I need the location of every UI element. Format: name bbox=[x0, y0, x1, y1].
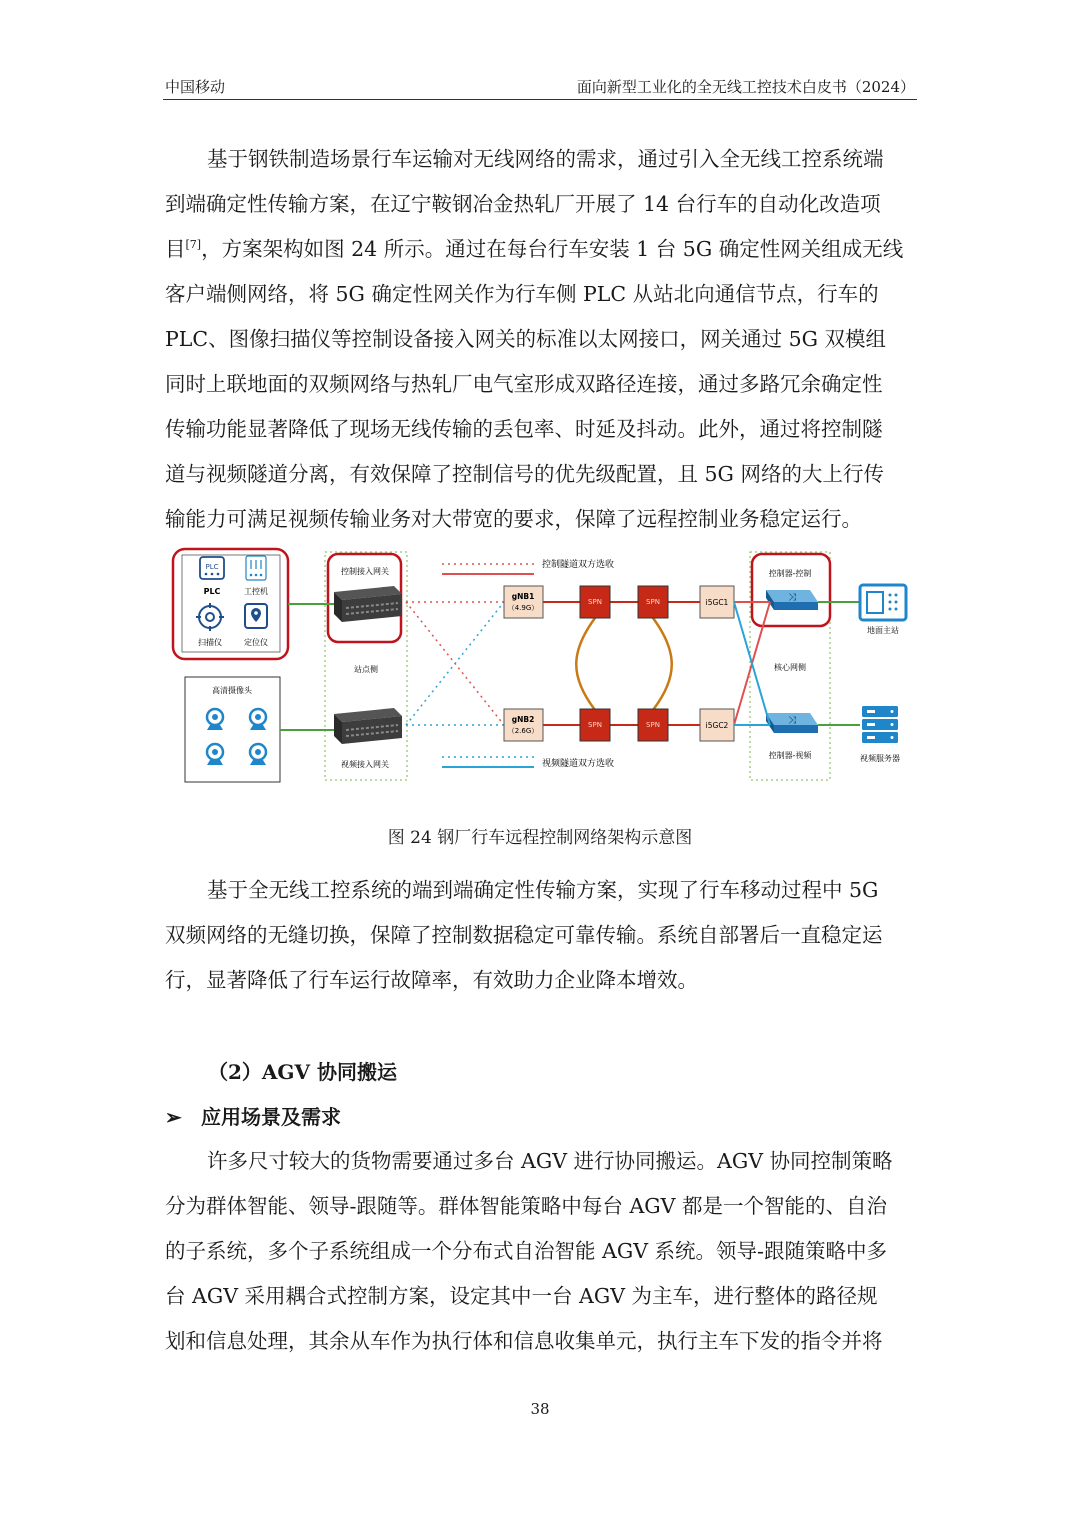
bullet-text: 应用场景及需求 bbox=[201, 1105, 341, 1129]
para1-line bbox=[165, 227, 915, 272]
device-group-box bbox=[173, 549, 288, 659]
para1-line: 传输功能显著降低了现场无线传输的丢包率、时延及抖动。此外，通过将控制隧 bbox=[165, 417, 883, 441]
site-side-label: 站点侧 bbox=[354, 665, 378, 674]
para3-line: 台 AGV 采用耦合式控制方案，设定其中一台 AGV 为主车，进行整体的路径规 bbox=[165, 1284, 878, 1308]
gnb2-band: （2.6G） bbox=[507, 727, 539, 735]
para1-line3-prefix: 目 bbox=[165, 237, 186, 261]
para1-line: 客户端侧网络，将 5G 确定性网关作为行车侧 PLC 从站北向通信节点，行车的 bbox=[165, 282, 879, 306]
spn-label: SPN bbox=[646, 721, 660, 729]
i5gc1-label: i5GC1 bbox=[705, 598, 729, 607]
para1-line: 同时上联地面的双频网络与热轧厂电气室形成双路径连接，通过多路冗余确定性 bbox=[165, 372, 883, 396]
para3-line: 许多尺寸较大的货物需要通过多台 AGV 进行协同搬运。AGV 协同控制策略 bbox=[207, 1149, 893, 1173]
ctrl-gateway-icon bbox=[334, 586, 402, 622]
spn-ring bbox=[576, 618, 595, 710]
camera-icon bbox=[207, 744, 223, 765]
gnb2-node bbox=[504, 709, 543, 741]
camera-icon bbox=[250, 709, 266, 730]
gnb2-label: gNB2 bbox=[511, 715, 535, 724]
para2-line: 行，显著降低了行车运行故障率，有效助力企业降本增效。 bbox=[165, 968, 698, 992]
bullet-heading bbox=[165, 1101, 341, 1130]
gnb1-label: gNB1 bbox=[511, 592, 535, 601]
header-right: 面向新型工业化的全无线工控技术白皮书（2024） bbox=[576, 78, 915, 96]
paragraph-3 bbox=[165, 1139, 915, 1364]
para3-line: 划和信息处理，其余从车作为执行体和信息收集单元，执行主车下发的指令并将 bbox=[165, 1329, 883, 1353]
video-server-label: 视频服务器 bbox=[860, 754, 900, 763]
svg-text:⤨: ⤨ bbox=[788, 715, 796, 726]
section-subheading: （2）AGV 协同搬运 bbox=[208, 1060, 397, 1084]
camera-icon bbox=[250, 744, 266, 765]
camera-group-label: 高清摄像头 bbox=[212, 686, 252, 695]
header-rule bbox=[163, 99, 917, 100]
ctrl-gateway-label: 控制接入网关 bbox=[341, 567, 389, 576]
para2-line: 双频网络的无缝切换，保障了控制数据稳定可靠传输。系统自部署后一直稳定运 bbox=[165, 923, 883, 947]
para1-line: PLC、图像扫描仪等控制设备接入网关的标准以太网接口，网关通过 5G 双模组 bbox=[165, 327, 887, 351]
spn-label: SPN bbox=[646, 598, 660, 606]
spn-ring bbox=[653, 618, 672, 710]
video-gateway-icon bbox=[334, 708, 402, 744]
spn-label: SPN bbox=[588, 598, 602, 606]
video-server-icon bbox=[862, 706, 898, 743]
gnb1-node bbox=[504, 586, 543, 618]
figure-caption: 图 24 钢厂行车远程控制网络架构示意图 bbox=[387, 828, 693, 848]
ctrl-switch-label: 控制器-控制 bbox=[768, 569, 812, 578]
video-switch-label: 控制器-视频 bbox=[768, 751, 812, 760]
para1-line: 输能力可满足视频传输业务对大带宽的要求，保障了远程控制业务稳定运行。 bbox=[165, 507, 862, 531]
core-side-label: 核心网侧 bbox=[774, 663, 806, 672]
para3-line: 分为群体智能、领导-跟随等。群体智能策略中每台 AGV 都是一个智能的、自治 bbox=[165, 1194, 887, 1218]
video-tunnel-label: 视频隧道双方选收 bbox=[542, 759, 615, 769]
ground-station-icon bbox=[860, 585, 906, 620]
para1-line: 到端确定性传输方案，在辽宁鞍钢冶金热轧厂开展了 14 台行车的自动化改造项 bbox=[165, 192, 881, 216]
ctrl-tunnel-label: 控制隧道双方选收 bbox=[542, 560, 615, 570]
para2-line: 基于全无线工控系统的端到端确定性传输方案，实现了行车移动过程中 5G bbox=[207, 878, 879, 902]
video-switch-icon bbox=[766, 713, 818, 733]
plc-label: PLC bbox=[203, 587, 221, 596]
paragraph-1 bbox=[165, 137, 915, 542]
ipc-label: 工控机 bbox=[244, 587, 268, 596]
para3-line: 的子系统，多个子系统组成一个分布式自治智能 AGV 系统。领导-跟随策略中多 bbox=[165, 1239, 887, 1263]
para1-line: 道与视频隧道分离，有效保障了控制信号的优先级配置，且 5G 网络的大上行传 bbox=[165, 462, 884, 486]
svg-text:PLC: PLC bbox=[205, 563, 219, 571]
camera-icon bbox=[207, 709, 223, 730]
paragraph-2 bbox=[165, 868, 915, 1003]
reference-mark: [7] bbox=[185, 238, 202, 252]
locator-icon bbox=[245, 604, 267, 628]
page-number: 38 bbox=[530, 1400, 550, 1418]
plc-icon bbox=[200, 557, 224, 579]
ctrl-switch-icon bbox=[766, 590, 818, 610]
i5gc2-label: i5GC2 bbox=[705, 721, 729, 730]
scanner-icon bbox=[196, 603, 224, 631]
ground-station-label: 地面主站 bbox=[867, 626, 899, 635]
locator-label: 定位仪 bbox=[244, 638, 268, 647]
industrial-pc-icon bbox=[246, 556, 266, 580]
header-left: 中国移动 bbox=[165, 78, 226, 96]
network-architecture-figure bbox=[170, 542, 915, 787]
para1-line: 基于钢铁制造场景行车运输对无线网络的需求，通过引入全无线工控系统端 bbox=[207, 147, 884, 171]
bullet-arrow-icon: ➢ bbox=[165, 1105, 182, 1129]
video-gateway-label: 视频接入网关 bbox=[341, 760, 389, 769]
svg-text:⤨: ⤨ bbox=[788, 592, 796, 603]
scanner-label: 扫描仪 bbox=[198, 638, 222, 647]
gnb1-band: （4.9G） bbox=[507, 604, 539, 612]
para1-line3-rest: ，方案架构如图 24 所示。通过在每台行车安装 1 台 5G 确定性网关组成无线 bbox=[201, 237, 904, 261]
spn-label: SPN bbox=[588, 721, 602, 729]
